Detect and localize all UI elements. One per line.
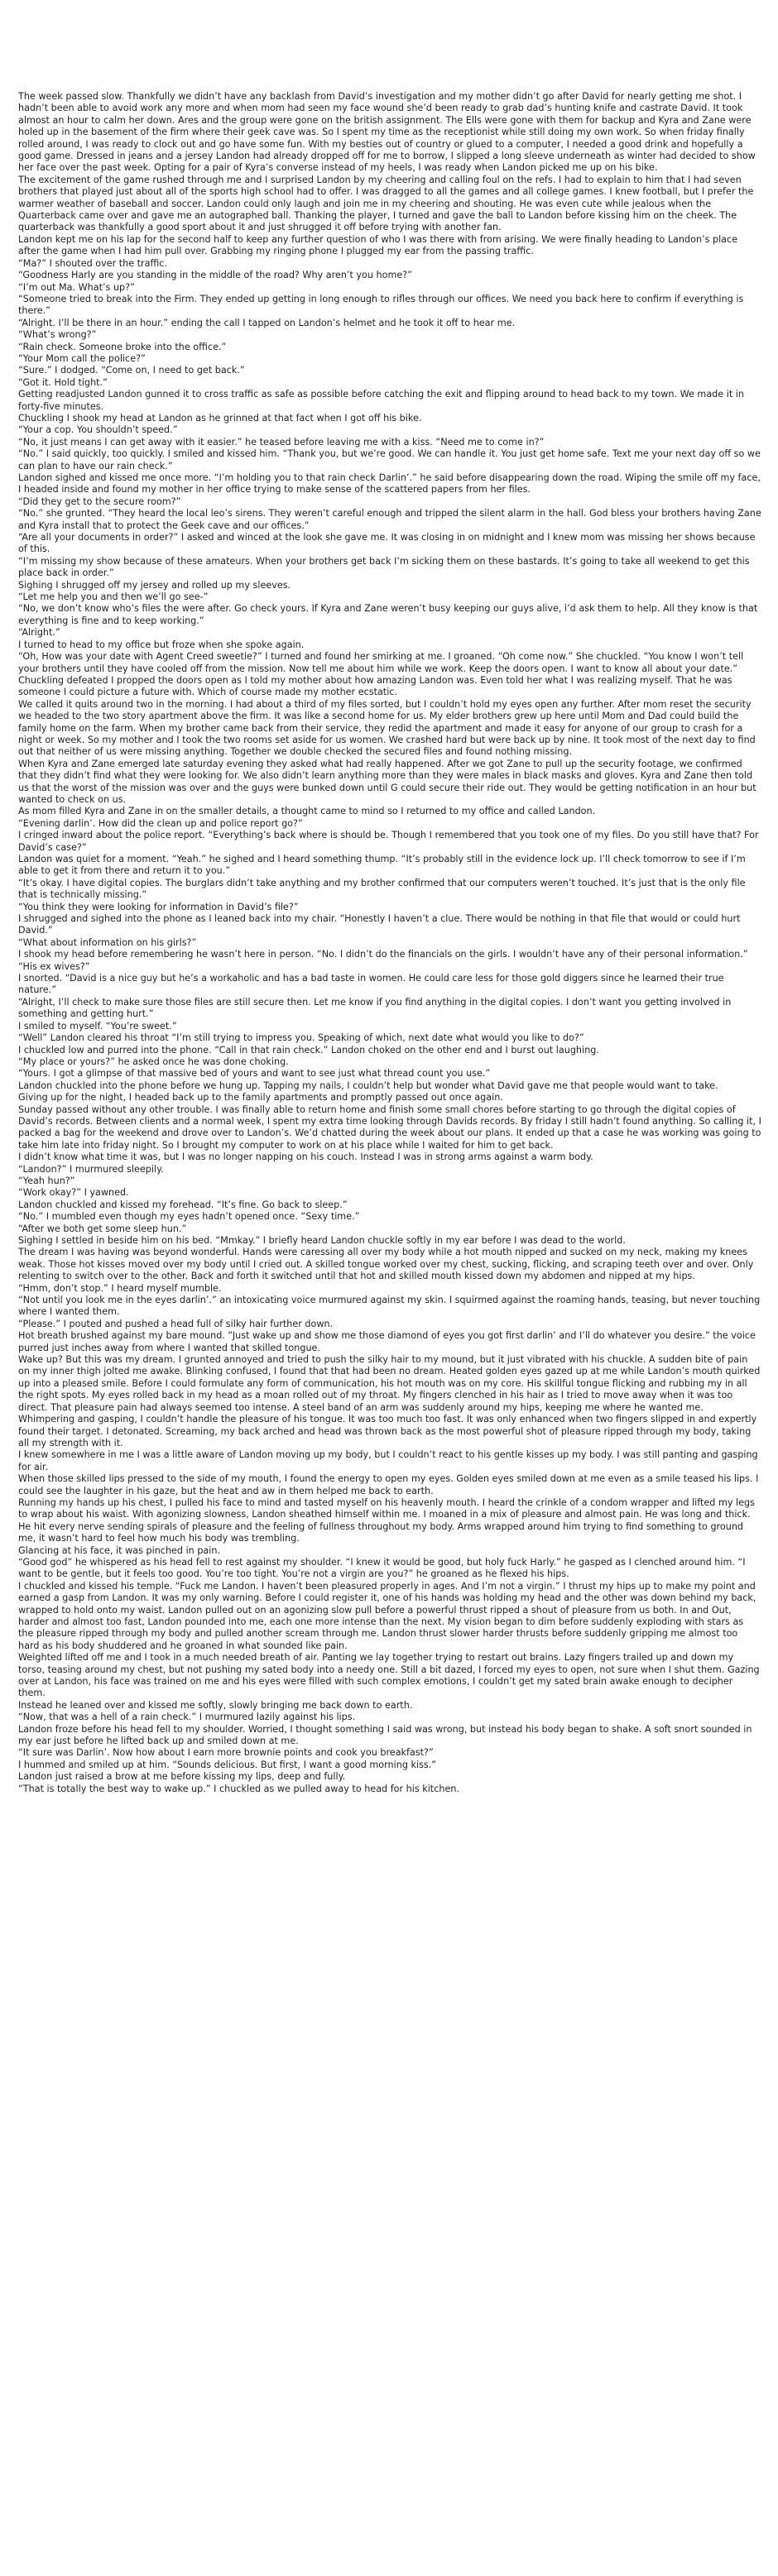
story-paragraph: “It sure was Darlin’. Now how about I earn more brownie points and cook you breakfast?” [18, 1747, 434, 1759]
story-paragraph: As mom filled Kyra and Zane in on the smaller details, a thought came to mind so I returned to my office and called Landon. [18, 806, 596, 817]
story-paragraph: “Work okay?” I yawned. [18, 1187, 129, 1199]
story-paragraph: I cringed inward about the police report. “Everything’s back where is should be. Though I remembered that you took one of my files. Do you still have that? For David’s case?” [18, 830, 759, 853]
story-paragraph: “Alright.” [18, 627, 60, 639]
story-paragraph: “Rain check. Someone broke into the office.” [18, 341, 227, 352]
story-paragraph: Landon froze before his head fell to my shoulder. Worried, I thought something I said was wrong, but instead his body began to shake. A soft snort sounded in my ear just before he lifted back up and smiled down at me. [18, 1723, 752, 1747]
story-paragraph: “Not until you look me in the eyes darlin’.” an intoxicating voice murmured against my skin. I squirmed against the roaming hands, teasing, but never touching where I wanted them. [18, 1295, 761, 1318]
story-paragraph: “Yeah hun?” [18, 1175, 75, 1186]
story-paragraph: I shrugged and sighed into the phone as I leaned back into my chair. “Honestly I haven’t a clue. There would be nothing in that file that would or could hurt David.” [18, 913, 741, 936]
story-paragraph: Landon just raised a brow at me before kissing my lips, deep and fully. [18, 1771, 346, 1783]
story-paragraph: Landon kept me on his lap for the second half to keep any further question of who I was there with from arising. We were finally heading to Landon’s place after the game when I had him pull over. Grabbing my ringing phone I plugged my ear from the passing traffic. [18, 233, 738, 257]
story-paragraph: “Alright, I’ll check to make sure those files are still secure then. Let me know if you find anything in the digital copies. I don’t want you getting involved in something and getting hurt.” [18, 996, 732, 1020]
story-paragraph: “Let me help you and then we’ll go see-” [18, 591, 209, 603]
story-paragraph: “No.” she grunted. “They heard the local leo’s sirens. They weren’t careful enough and tripped the silent alarm in the hall. God bless your brothers having Zane and Kyra install that to protect the Geek cave and our offices.” [18, 508, 761, 531]
story-paragraph: When those skilled lips pressed to the side of my mouth, I found the energy to open my eyes. Golden eyes smiled down at me even as a smile teased his lips. I could see the laughter in his gaze, but the heat and aw in them helped me back to earth. [18, 1473, 759, 1496]
story-paragraph: I knew somewhere in me I was a little aware of Landon moving up my body, but I couldn’t react to his gentle kisses up my body. I was still panting and gasping for air. [18, 1449, 758, 1472]
story-paragraph: “My place or yours?” he asked once he was done choking. [18, 1056, 289, 1067]
story-paragraph: Chuckling I shook my head at Landon as he grinned at that fact when I got off his bike. [18, 412, 422, 424]
story-paragraph: I snorted. “David is a nice guy but he’s a workaholic and has a bad taste in women. He could care less for those gold diggers since he learned their true nature.” [18, 973, 724, 996]
story-paragraph: “Well” Landon cleared his throat “I’m still trying to impress you. Speaking of which, next date what would you like to do?” [18, 1032, 584, 1044]
story-paragraph: I turned to head to my office but froze when she spoke again. [18, 639, 305, 650]
story-paragraph: “You think they were looking for information in David’s file?” [18, 901, 299, 912]
story-paragraph: Wake up? But this was my dream. I grunted annoyed and tried to push the silky hair to my mound, but it just vibrated with his chuckle. A sudden bite of pain on my inner thigh jolted me awake. Blinking confused, I found that that had been no dream. Heated golden eyes gazed up at me while Landon’s mouth quirked up into a pleased smile. Before I could formulate any form of communication, his hot mouth was on my core. His skillful tongue flicking and rubbing my in all the right spots. My eyes rolled back in my head as a moan rolled out of my throat. My fingers clenched in his hair as I tried to move away when it was too direct. That pleasure pain had always seemed too intense. A steel band of an arm was suddenly around my hips, keeping me where he wanted me. Whimpering and gasping, I couldn’t handle the pleasure of his tongue. It was too much too fast. It was only enhanced when two fingers slipped in and expertly found their target. I detonated. Screaming, my back arched and head was thrown back as the most powerful shot of pleasure ripped through my body, taking all my strength with it. [18, 1354, 761, 1448]
story-paragraph: “Yours. I got a glimpse of that massive bed of yours and want to see just what thread count you use.” [18, 1068, 491, 1080]
story-paragraph: The week passed slow. Thankfully we didn’t have any backlash from David’s investigation and my mother didn’t go after David for nearly getting me shot. I hadn’t been able to avoid work any more and when mom had seen my face wound she’d been ready to grab dad’s hunting knife and castrate David. It took almost an hour to calm her down. Ares and the group were gone on the british assignment. The Ells were gone with them for backup and Kyra and Zane were holed up in the basement of the firm where their geek cave was. So I spent my time as the receptionist while still doing my own work. So when friday finally rolled around, I was ready to clock out and go have some fun. With my besties out of country or glued to a computer, I needed a good drink and hopefully a good game. Dressed in jeans and a jersey Landon had already dropped off for me to borrow, I slipped a long sleeve underneath as winter had decided to show her face over the past week. Opting for a pair of Kyra’s converse instead of my heels, I was ready when Landon picked me up on his bike. [18, 91, 756, 174]
story-paragraph: “I’m out Ma. What’s up?” [18, 281, 135, 293]
story-paragraph: “Hmm, don’t stop.” I heard myself mumble. [18, 1282, 222, 1294]
story-paragraph: Glancing at his face, it was pinched in pain. [18, 1544, 221, 1556]
story-paragraph: I shook my head before remembering he wasn’t here in person. “No. I didn’t do the financials on the girls. I wouldn’t have any of their personal information.” [18, 949, 748, 960]
story-paragraph: “Your Mom call the police?” [18, 352, 146, 364]
story-paragraph: “What’s wrong?” [18, 329, 97, 341]
story-paragraph: “Oh, How was your date with Agent Creed sweetie?” I turned and found her smirking at me. I groaned. “Oh come now.” She chuckled. “You know I won’t tell your brothers until they have cooled off from the mission. Now tell me about him while we work. Keep the doors open. I want to know all about your date.” [18, 651, 744, 674]
story-paragraph: “Your a cop. You shouldn’t speed.” [18, 424, 178, 436]
story-paragraph: The excitement of the game rushed through me and I surprised Landon by my cheering and calling foul on the refs. I had to explain to him that I had seven brothers that played just about all of the sports high school had to offer. I was dragged to all the games and all college games. I knew football, but I prefer the warmer weather of baseball and soccer. Landon could only laugh and join me in my cheering and shouting. He was even cute while jealous when the Quarterback came over and gave me an autographed ball. Thanking the player, I turned and gave the ball to Landon before kissing him on the cheek. The quarterback was thankfully a good sport about it and just shrugged it off before trying with another fan. [18, 174, 754, 233]
story-paragraph: Landon chuckled and kissed my forehead. “It’s fine. Go back to sleep.” [18, 1199, 348, 1210]
story-paragraph: We called it quits around two in the morning. I had about a third of my files sorted, but I couldn’t hold my eyes open any further. After mom reset the security we headed to the two story apartment above the firm. It was like a second home for us. My elder brothers grew up here until Mom and Dad could build the family home on the farm. When my brother came back from their service, they redid the apartment and made it easy for anyone of our group to crash for a night or week. So my mother and I took the two rooms set aside for us women. We crashed hard but were back up by nine. It took most of the next day to find out that neither of us were missing anything. Together we double checked the secured files and found nothing missing. [18, 698, 756, 758]
story-paragraph: I didn’t know what time it was, but I was no longer napping on his couch. Instead I was in strong arms against a warm body. [18, 1152, 593, 1163]
story-paragraph: Giving up for the night, I headed back up to the family apartments and promptly passed out once again. [18, 1092, 503, 1104]
story-paragraph: “Are all your documents in order?” I asked and winced at the look she gave me. It was closing in on midnight and I knew mom was missing her shows because of this. [18, 532, 756, 555]
story-paragraph: When Kyra and Zane emerged late saturday evening they asked what had really happened. After we got Zane to pull up the security footage, we confirmed that they didn’t find what they were looking for. We also didn’t learn anything more than they were males in black masks and gloves. Kyra and Zane then told us that the worst of the mission was over and the guys were bunked down until G could secure their ride out. They would be getting notification in an hour but wanted to check on us. [18, 758, 756, 805]
story-paragraph: “Now, that was a hell of a rain check.” I murmured lazily against his lips. [18, 1712, 356, 1723]
story-paragraph: I chuckled low and purred into the phone. “Call in that rain check.” Landon choked on the other end and I burst out laughing. [18, 1044, 599, 1056]
story-paragraph: Landon was quiet for a moment. “Yeah.” he sighed and I heard something thump. “It’s probably still in the evidence lock up. I’ll check tomorrow to see if I’m able to get it from there and return it to you.” [18, 854, 746, 877]
story-paragraph: “Sure.” I dodged. “Come on, I need to get back.” [18, 365, 245, 376]
story-paragraph: Sighing I settled in beside him on his bed. “Mmkay.” I briefly heard Landon chuckle softly in my ear before I was dead to the world. [18, 1235, 626, 1246]
story-paragraph: Running my hands up his chest, I pulled his face to mind and tasted myself on his heavenly mouth. I heard the crinkle of a condom wrapper and lifted my legs to wrap about his waist. With agonizing slowness, Landon sheathed himself within me. I moaned in a mix of pleasure and almost pain. He was long and thick. He hit every nerve sending spirals of pleasure and the feeling of fullness throughout my body. Arms wrapped around him trying to find something to ground me, it wasn’t hard to feel how much his body was trembling. [18, 1496, 755, 1544]
story-paragraph: “Please.” I pouted and pushed a head full of silky hair further down. [18, 1318, 334, 1329]
story-paragraph: “No.” I mumbled even though my eyes hadn’t opened once. “Sexy time.” [18, 1211, 360, 1223]
story-paragraph: Getting readjusted Landon gunned it to cross traffic as safe as possible before catching the exit and flipping around to head back to my town. We made it in forty-five minutes. [18, 389, 744, 412]
story-paragraph: “After we both get some sleep hun.” [18, 1223, 187, 1234]
story-paragraph: Landon chuckled into the phone before we hung up. Tapping my nails, I couldn’t help but wonder what David gave me that people would want to take. [18, 1080, 718, 1091]
story-paragraph: “No.” I said quickly, too quickly. I smiled and kissed him. “Thank you, but we’re good. We can handle it. You just get home safe. Text me your next day off so we can plan to have our rain check.” [18, 448, 761, 472]
story-paragraph: “What about information on his girls?” [18, 936, 197, 948]
story-paragraph: “That is totally the best way to wake up.” I chuckled as we pulled away to head for his kitchen. [18, 1783, 459, 1794]
story-paragraph: “I’m missing my show because of these amateurs. When your brothers get back I’m sicking them on these bastards. It’s going to take all weekend to get this place back in order.” [18, 555, 750, 579]
story-paragraph: I chuckled and kissed his temple. “Fuck me Landon. I haven’t been pleasured properly in ages. And I’m not a virgin.” I thrust my hips up to make my point and earned a gasp from Landon. It was my only warning. Before I could register it, one of his hands was holding my head and the other was down behind my back, wrapped to hold onto my waist. Landon pulled out on an agonizing slow pull before a powerful thrust ripped a shout of pleasure from us both. In and Out, harder and almost too fast, Landon pounded into me, each one more intense than the next. My vision began to dim before suddenly exploding with stars as the pleasure ripped through my body and pulled another scream through me. Landon thrust slower harder thrusts before suddenly gripping me almost too hard as his body shuddered and he groaned in what sounded like pain. [18, 1580, 756, 1651]
story-paragraph: “Landon?” I murmured sleepily. [18, 1163, 164, 1175]
story-paragraph: Weighted lifted off me and I took in a much needed breath of air. Panting we lay together trying to restart out brains. Lazy fingers trailed up and down my torso, teasing around my chest, but not pushing my sated body into a needy one. Still a bit dazed, I forced my eyes to open, not sure when I shut them. Gazing over at Landon, his face was trained on me and his eyes were filled with such complex emotions, I couldn’t get my sated brain awake enough to decipher them. [18, 1652, 760, 1699]
story-paragraph: Hot breath brushed against my bare mound. “Just wake up and show me those diamond of eyes you got first darlin’ and I’ll do whatever you desire.” the voice purred just inches away from where I wanted that skilled tongue. [18, 1330, 756, 1353]
story-paragraph: “No, it just means I can get away with it easier.” he teased before leaving me with a kiss. “Need me to come in?” [18, 436, 545, 448]
story-paragraph: Landon sighed and kissed me once more. “I’m holding you to that rain check Darlin’.” he said before disappearing down the road. Wiping the smile off my face, I headed inside and found my mother in her office trying to make sense of the scattered papers from her files. [18, 472, 761, 496]
story-paragraph: “His ex wives?” [18, 960, 90, 972]
story-paragraph: Sighing I shrugged off my jersey and rolled up my sleeves. [18, 579, 291, 591]
story-paragraph: “Did they get to the secure room?” [18, 496, 181, 507]
story-paragraph: “Alright. I’ll be there in an hour.” ending the call I tapped on Landon’s helmet and he took it off to hear me. [18, 317, 516, 328]
story-paragraph: “Evening darlin’. How did the clean up and police report go?” [18, 817, 303, 829]
story-paragraph: “It’s okay. I have digital copies. The burglars didn’t take anything and my brother confirmed that our computers weren’t touched. It’s just that is the only file that is technically missing.” [18, 877, 746, 901]
story-paragraph: “Goodness Harly are you standing in the middle of the road? Why aren’t you home?” [18, 270, 412, 281]
story-paragraph: “Someone tried to break into the Firm. They ended up getting in long enough to rifles through our offices. We need you back here to confirm if everything is there.” [18, 293, 744, 317]
story-paragraph: “Ma?” I shouted over the traffic. [18, 257, 168, 269]
story-paragraph: “Got it. Hold tight.” [18, 376, 108, 388]
story-paragraph: Sunday passed without any other trouble. I was finally able to return home and finish some small chores before starting to go through the digital copies of David’s records. Between clients and a normal week, I spent my extra time looking through Davids records. By friday I still hadn’t found anything. So calling it, I packed a bag for the weekend and drove over to Landon’s. We’d chatted during the week about our plans. It ended up that a case he was working was going to take him late into friday night. So I brought my computer to work on at his place while I waited for him to get back. [18, 1104, 761, 1151]
story-paragraph: “Good god” he whispered as his head fell to rest against my shoulder. “I knew it would be good, but holy fuck Harly.” he gasped as I clenched around him. “I want to be gentle, but it feels too good. You’re too tight. You’re not a virgin are you?” he groaned as he flexed his hips. [18, 1556, 746, 1580]
story-paragraph: I hummed and smiled up at him. “Sounds delicious. But first, I want a good morning kiss.” [18, 1759, 437, 1770]
story-paragraph: Instead he leaned over and kissed me softly, slowly bringing me back down to earth. [18, 1699, 413, 1711]
story-paragraph: Chuckling defeated I propped the doors open as I told my mother about how amazing Landon was. Even told her what I was realizing myself. That he was someone I could picture a future with. Which of course made my mother ecstatic. [18, 674, 732, 698]
story-paragraph: The dream I was having was beyond wonderful. Hands were caressing all over my body while a hot mouth nipped and sucked on my neck, making my knees weak. Those hot kisses moved over my body until I cried out. A skilled tongue worked over my chest, sucking, flicking, and scraping teeth over and over. Only relenting to switch over to the other. Back and forth it switched until that hot and skilled mouth kissed down my abdomen and nipped at my hips. [18, 1247, 754, 1282]
story-paragraph: “No, we don’t know who’s files the were after. Go check yours. If Kyra and Zane weren’t busy keeping our guys alive, i’d ask them to help. All they know is that everything is fine and to keep working.” [18, 603, 758, 626]
story-paragraph: I smiled to myself. “You’re sweet.” [18, 1020, 177, 1032]
